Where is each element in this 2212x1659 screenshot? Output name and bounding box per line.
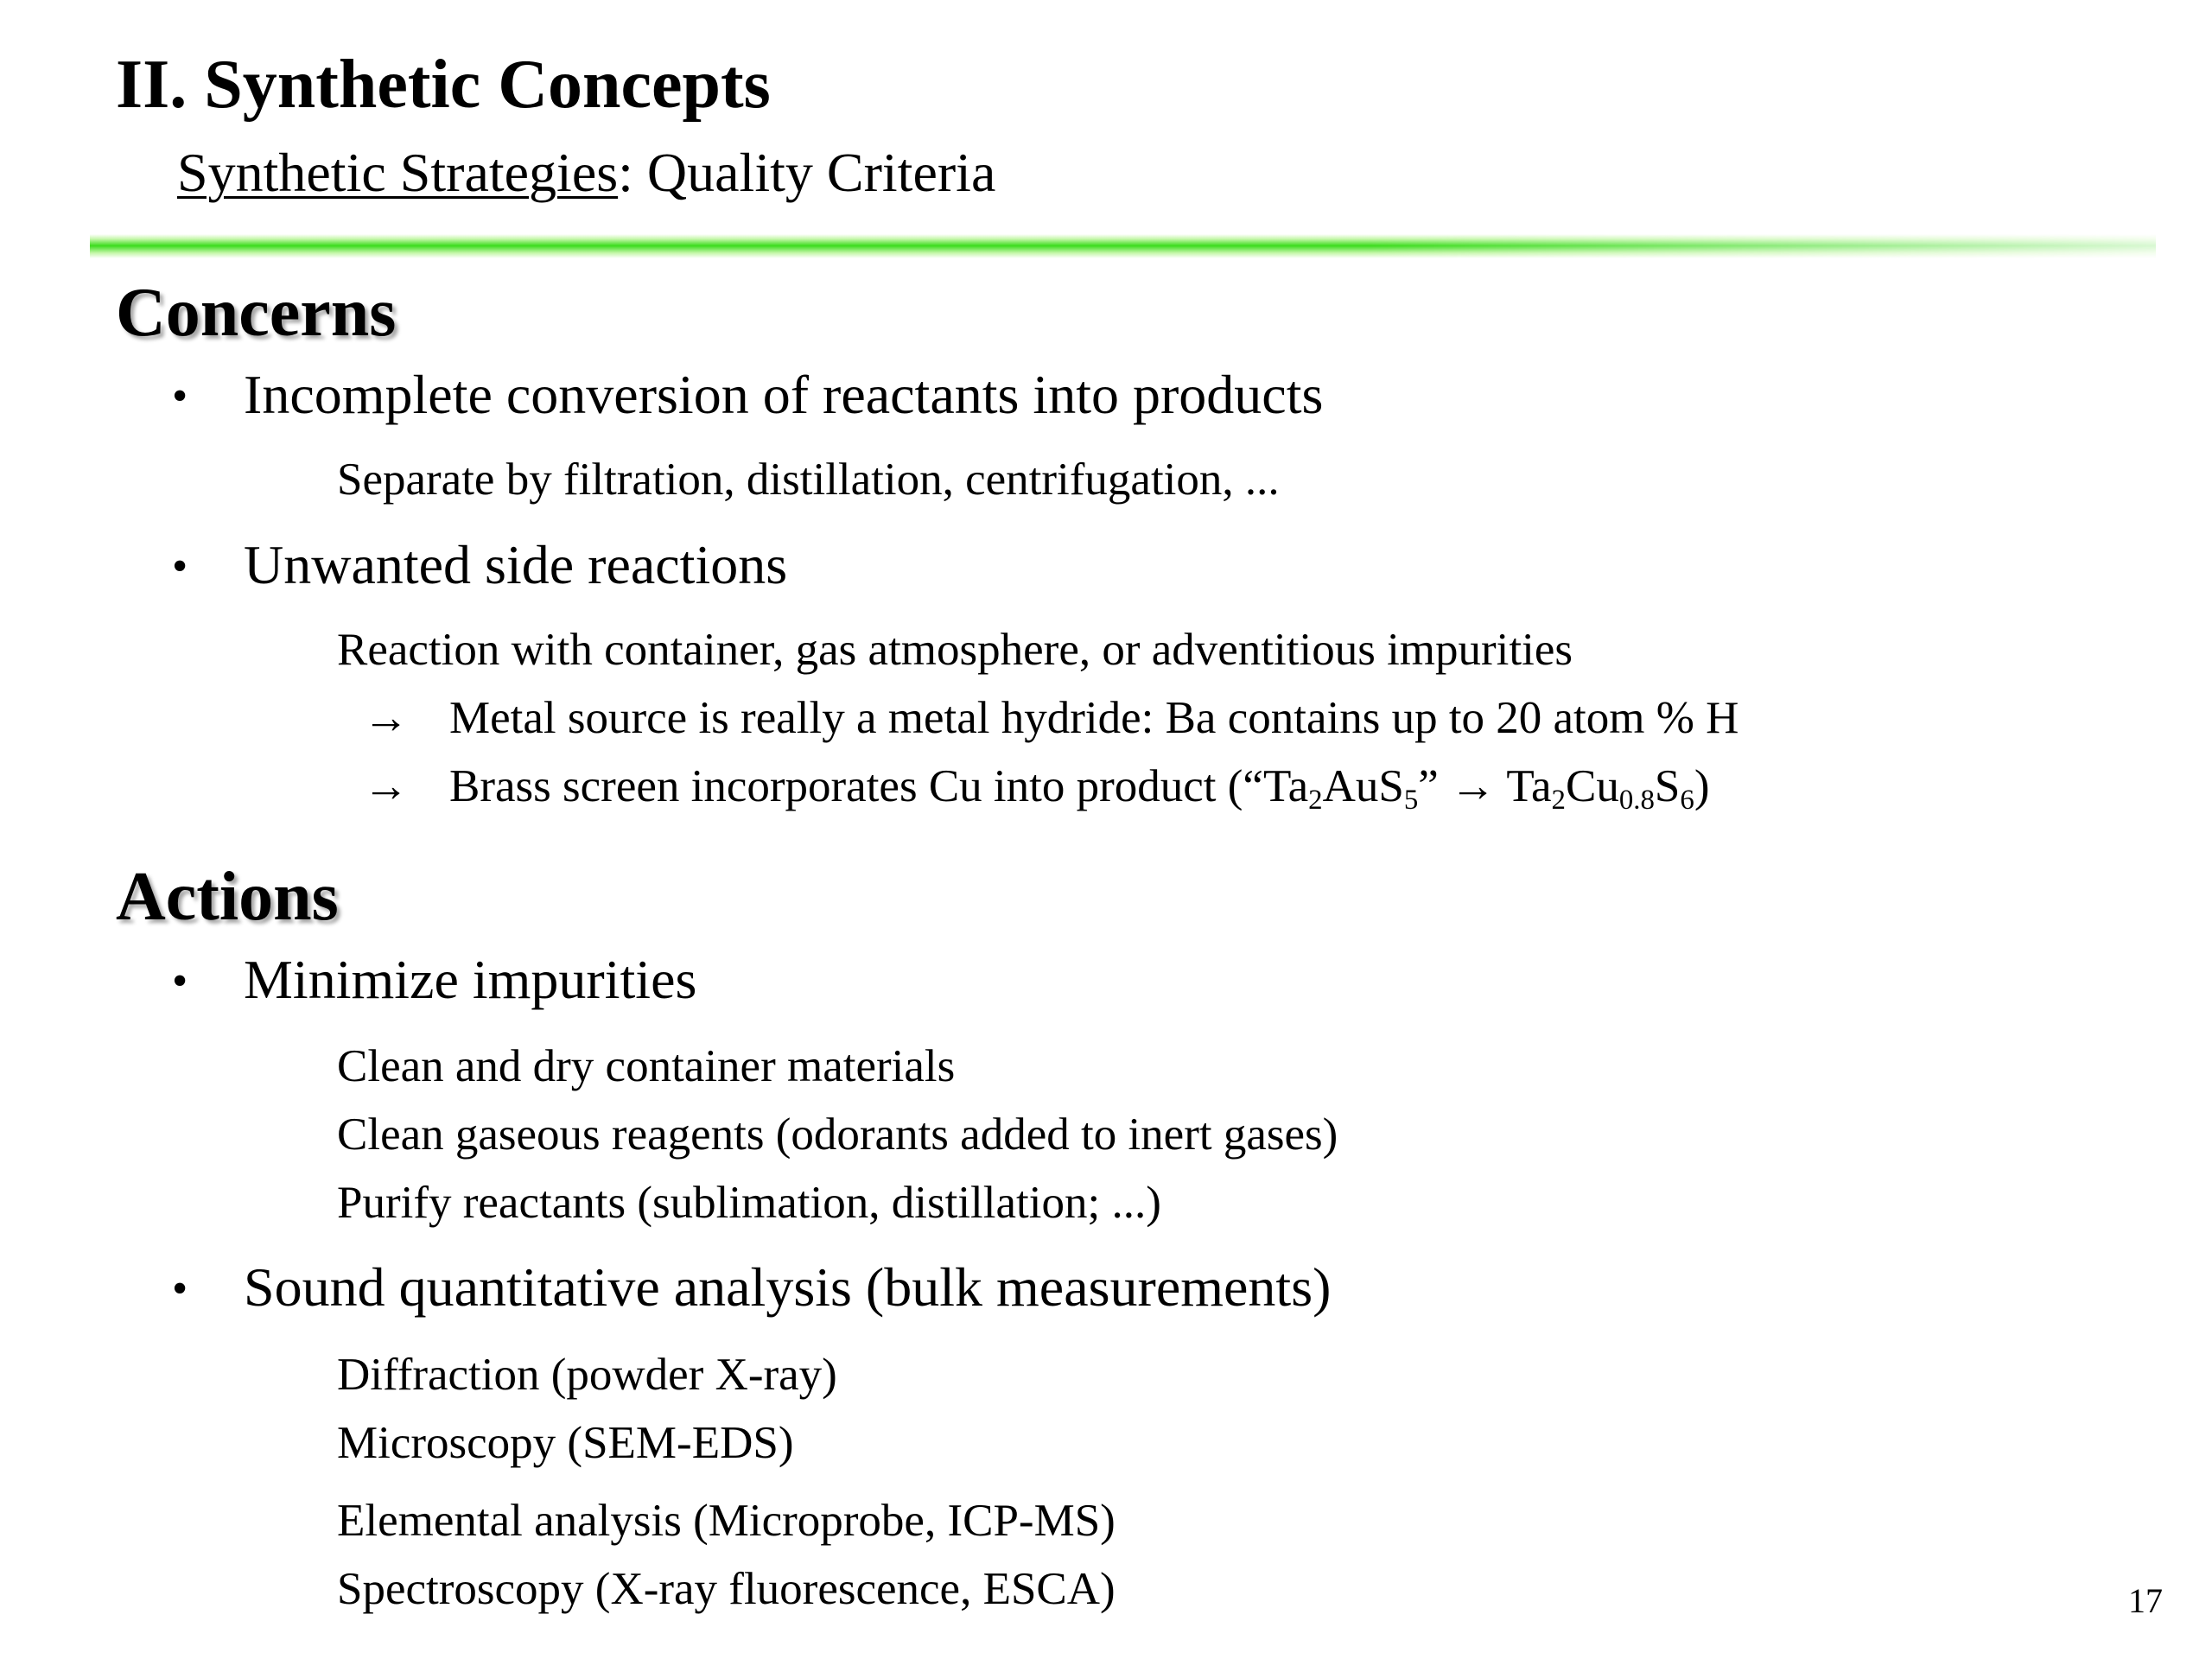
action-detail: Diffraction (powder X-ray) <box>337 1350 837 1400</box>
action-detail: Clean gaseous reagents (odorants added to inert gases) <box>337 1109 1338 1160</box>
action-detail: Spectroscopy (X-ray fluorescence, ESCA) <box>337 1564 1116 1614</box>
actions-heading: Actions <box>116 859 339 935</box>
action-detail: Purify reactants (sublimation, distillation; ...) <box>337 1178 1161 1228</box>
green-divider <box>90 234 2156 258</box>
action-quantitative-analysis: Sound quantitative analysis (bulk measurements) <box>244 1256 1332 1318</box>
example-metal-hydride: Metal source is really a metal hydride: Ba contains up to 20 atom % H <box>449 693 1739 743</box>
action-minimize-impurities: Minimize impurities <box>244 949 697 1010</box>
bullet-icon: • <box>172 542 188 591</box>
arrow-icon: → <box>363 761 409 811</box>
concern-side-reactions: Unwanted side reactions <box>244 534 788 595</box>
arrow-icon: → <box>363 693 409 743</box>
bullet-icon: • <box>172 957 188 1006</box>
concerns-heading: Concerns <box>116 275 397 351</box>
bullet-icon: • <box>172 1264 188 1313</box>
action-detail: Clean and dry container materials <box>337 1041 956 1091</box>
action-detail: Microscopy (SEM-EDS) <box>337 1418 794 1468</box>
concern-incomplete-conversion: Incomplete conversion of reactants into products <box>244 364 1324 425</box>
page-number: 17 <box>2128 1581 2163 1620</box>
concern-detail: Separate by filtration, distillation, centrifugation, ... <box>337 454 1280 505</box>
slide-title: II. Synthetic Concepts <box>116 47 771 123</box>
slide-subtitle <box>177 142 996 203</box>
subtitle-rest: : Quality Criteria <box>618 142 996 203</box>
action-detail: Elemental analysis (Microprobe, ICP-MS) <box>337 1496 1116 1546</box>
bullet-icon: • <box>172 372 188 421</box>
example-brass-screen: Brass screen incorporates Cu into product (“$Ta_2AuS_5$” → $Ta_2Cu_{0.8}S_6$) <box>449 761 1710 817</box>
concern-detail: Reaction with container, gas atmosphere, or adventitious impurities <box>337 625 1573 675</box>
subtitle-underlined: Synthetic Strategies <box>177 142 619 203</box>
